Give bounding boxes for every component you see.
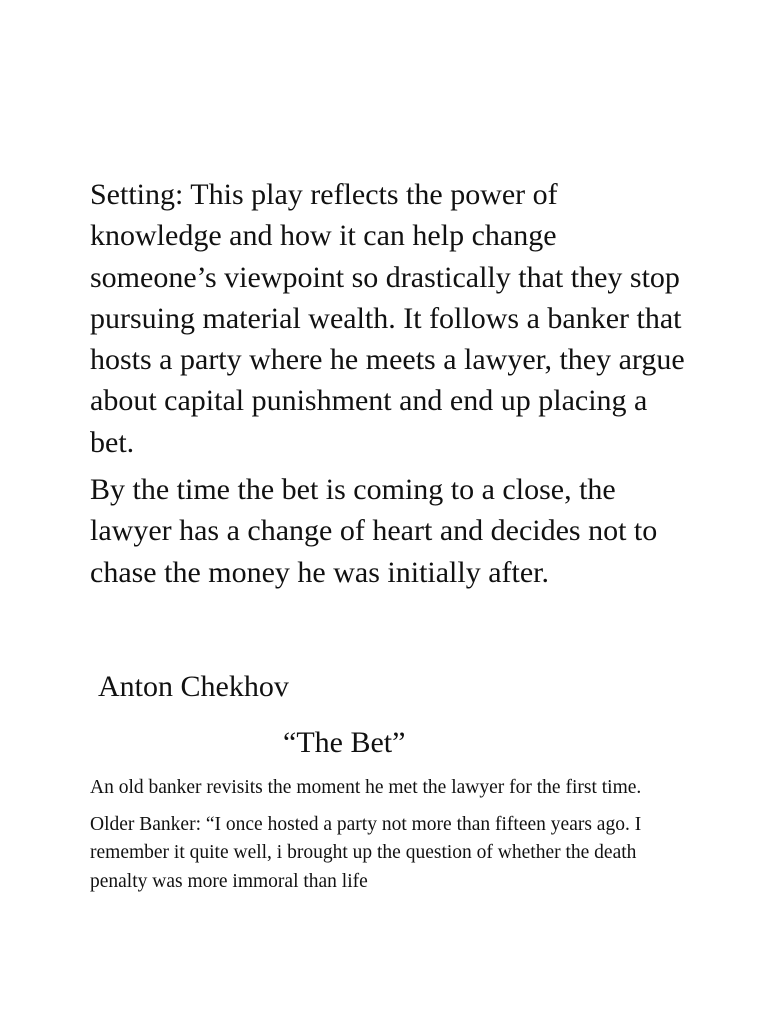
setting-section bbox=[90, 174, 690, 599]
dialogue-line: Older Banker: “I once hosted a party not more than fifteen years ago. I remember it quite well, i brought up the question of whether the death penalty was more immoral than life bbox=[90, 813, 642, 892]
stage-direction: An old banker revisits the moment he met the lawyer for the first time. bbox=[90, 777, 642, 798]
author-name: Anton Chekhov bbox=[98, 670, 289, 703]
setting-paragraph: Setting: This play reflects the power of knowledge and how it can help change someone’s viewpoint so drastically that they stop pursuing material wealth. It follows a banker that hosts a party where he meets a lawyer, they argue about capital punishment and end up placing a bet. bbox=[90, 178, 685, 459]
script-body bbox=[90, 774, 690, 904]
setting-paragraph-close: By the time the bet is coming to a close, the lawyer has a change of heart and decides not to chase the money he was initially after. bbox=[90, 473, 658, 589]
play-title: “The Bet” bbox=[283, 726, 406, 759]
